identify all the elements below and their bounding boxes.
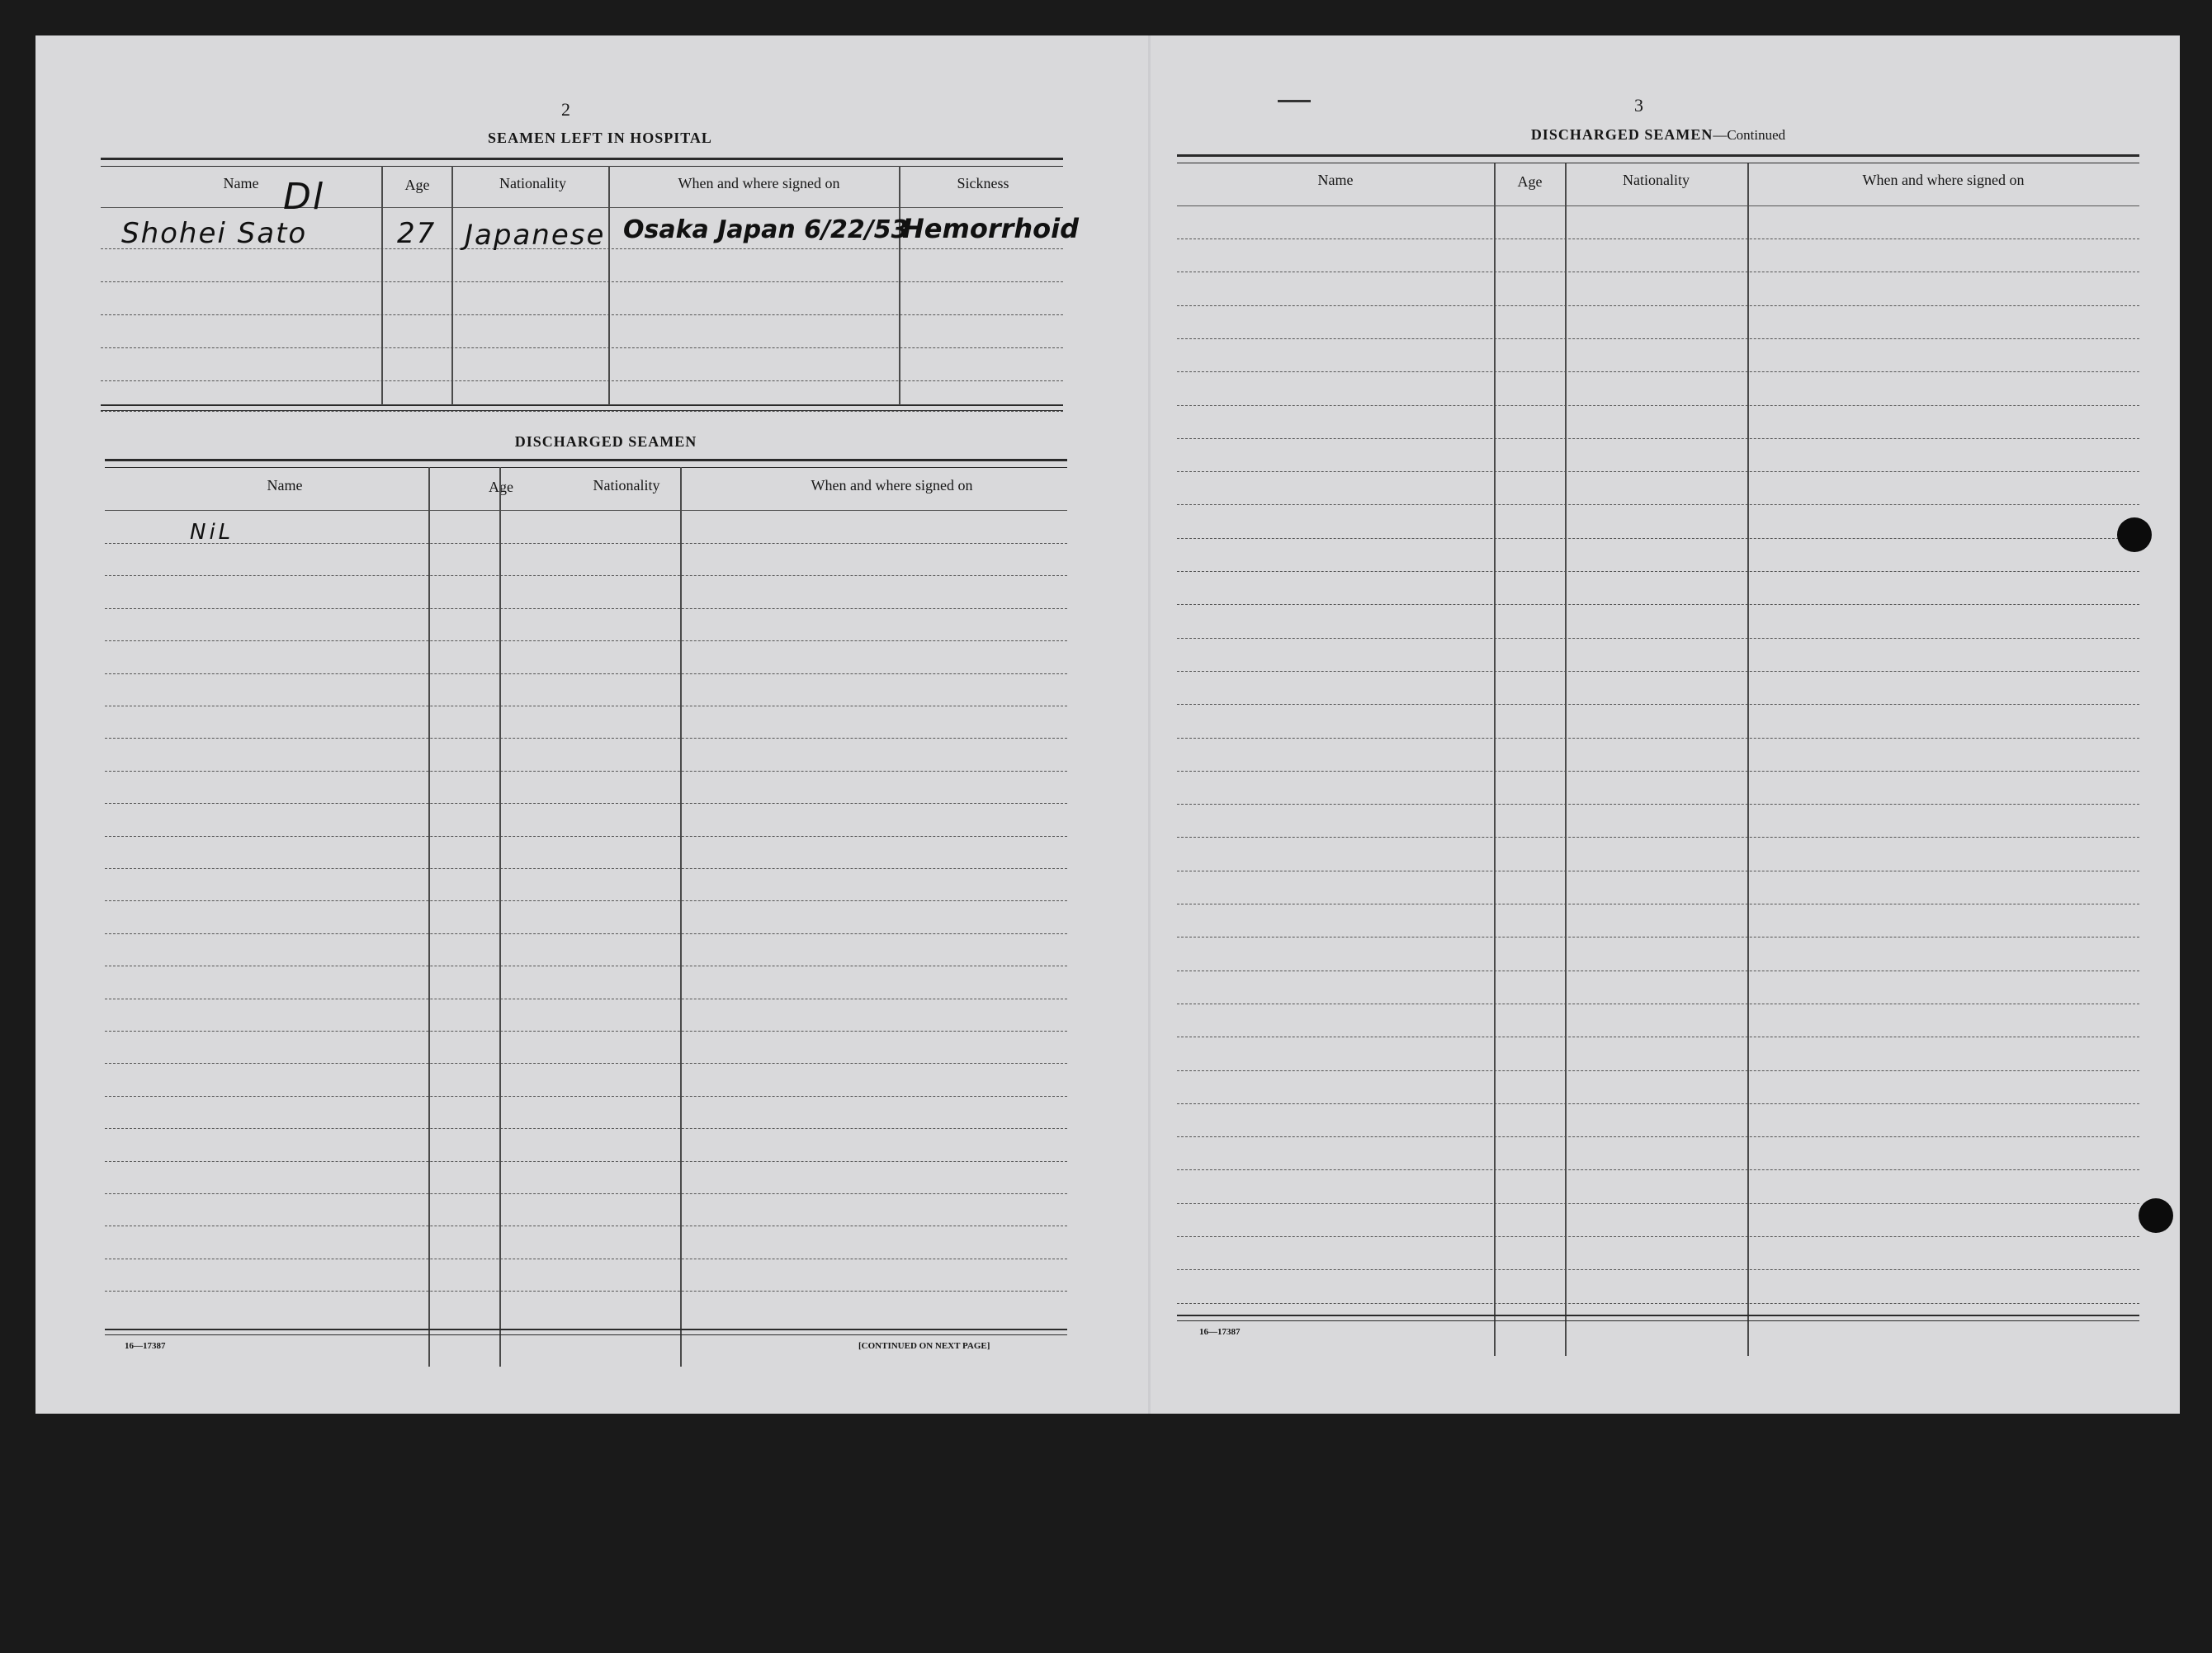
hospital-header-sickness: Sickness <box>957 175 1009 191</box>
right-form-number: 16—17387 <box>1199 1327 1241 1337</box>
discharged-header-signed-on: When and where signed on <box>811 477 973 494</box>
punch-hole <box>2139 1198 2173 1233</box>
ruled-line <box>105 933 1067 934</box>
discharged-section-title: DISCHARGED SEAMEN <box>514 433 697 450</box>
hospital-entry-age: 27 <box>397 217 437 250</box>
ruled-line <box>105 1128 1067 1129</box>
ruled-line <box>1177 804 2139 805</box>
ruled-line <box>1177 738 2139 739</box>
ruled-line <box>105 803 1067 804</box>
left-bottom-rule <box>105 1329 1067 1335</box>
ruled-line <box>105 608 1067 609</box>
discharged-col-divider <box>428 467 430 1367</box>
ruled-line <box>1177 1070 2139 1071</box>
discharged-header-rule <box>105 510 1067 511</box>
hospital-header-age: Age <box>404 177 430 193</box>
discharged-header-name: Name <box>267 477 303 494</box>
ruled-line <box>105 673 1067 674</box>
ruled-line <box>1177 1136 2139 1137</box>
right-col-divider <box>1494 163 1496 1356</box>
ruled-line <box>105 1193 1067 1194</box>
hospital-header-nationality: Nationality <box>499 175 566 191</box>
stray-mark <box>1278 100 1311 102</box>
hospital-header-signed-on: When and where signed on <box>678 175 840 191</box>
ruled-line <box>105 575 1067 576</box>
ruled-line <box>1177 1269 2139 1270</box>
ruled-line <box>1177 704 2139 705</box>
hospital-header-rule <box>101 207 1063 208</box>
document-sheet <box>35 35 2180 1414</box>
discharged-header-nationality: Nationality <box>593 477 660 494</box>
ruled-line <box>105 1291 1067 1292</box>
hospital-header-name: Name <box>223 175 259 191</box>
right-header-name: Name <box>1317 172 1354 188</box>
ruled-line <box>1177 771 2139 772</box>
ruled-line <box>105 1063 1067 1064</box>
ruled-line <box>105 868 1067 869</box>
right-header-nationality: Nationality <box>1623 172 1690 188</box>
ruled-line <box>1177 1236 2139 1237</box>
right-header-signed-on: When and where signed on <box>1862 172 2025 188</box>
hospital-row-line <box>101 380 1063 381</box>
punch-hole <box>2117 517 2152 552</box>
ruled-line <box>1177 638 2139 639</box>
hospital-row-line <box>101 347 1063 348</box>
ruled-line <box>105 1031 1067 1032</box>
ruled-line <box>105 900 1067 901</box>
ruled-line <box>1177 671 2139 672</box>
right-col-divider <box>1747 163 1749 1356</box>
ruled-line <box>1177 1103 2139 1104</box>
right-col-divider <box>1565 163 1567 1356</box>
ruled-line <box>1177 837 2139 838</box>
initials-mark: Dl <box>283 176 325 218</box>
right-bottom-rule <box>1177 1315 2139 1321</box>
ruled-line <box>1177 438 2139 439</box>
discharged-col-divider <box>680 467 682 1367</box>
left-form-number: 16—17387 <box>125 1341 166 1351</box>
ruled-line <box>105 738 1067 739</box>
ruled-line <box>1177 405 2139 406</box>
left-page-number: 2 <box>561 99 570 120</box>
nil-entry: NiL <box>190 520 234 545</box>
right-header-age: Age <box>1517 173 1543 190</box>
ruled-line <box>1177 1303 2139 1304</box>
hospital-col-divider <box>381 166 383 405</box>
discharged-top-rule <box>105 459 1067 468</box>
right-page-number: 3 <box>1634 95 1643 116</box>
ruled-line <box>1177 504 2139 505</box>
hospital-top-rule <box>101 158 1063 167</box>
right-section-title: DISCHARGED SEAMEN—Continued <box>1530 126 1786 143</box>
hospital-row-line <box>101 281 1063 282</box>
ruled-line <box>105 771 1067 772</box>
right-header-rule <box>1177 205 2139 206</box>
ruled-line <box>1177 571 2139 572</box>
right-top-rule <box>1177 154 2139 163</box>
hospital-entry-name: Shohei Sato <box>121 217 308 250</box>
ruled-line <box>1177 371 2139 372</box>
ruled-line <box>1177 538 2139 539</box>
ruled-line <box>105 1161 1067 1162</box>
hospital-row-line <box>101 314 1063 315</box>
page-fold <box>1148 35 1151 1414</box>
discharged-col-divider <box>499 467 501 1367</box>
hospital-col-divider <box>451 166 453 405</box>
ruled-line <box>105 640 1067 641</box>
ruled-line <box>1177 471 2139 472</box>
ruled-line <box>105 1096 1067 1097</box>
hospital-col-divider <box>899 166 900 405</box>
hospital-col-divider <box>608 166 610 405</box>
hospital-section-title: SEAMEN LEFT IN HOSPITAL <box>488 130 712 146</box>
hospital-entry-nationality: Japanese <box>465 219 606 252</box>
hospital-bottom-rule <box>101 404 1063 411</box>
ruled-line <box>1177 305 2139 306</box>
hospital-entry-signed-on: Osaka Japan 6/22/53 <box>623 215 909 244</box>
hospital-row-line <box>101 411 1063 412</box>
discharged-header-age: Age <box>489 479 513 495</box>
ruled-line <box>105 836 1067 837</box>
ruled-line <box>1177 338 2139 339</box>
ruled-line <box>105 543 1067 544</box>
hospital-entry-sickness: Hemorrhoid <box>902 213 1080 244</box>
continued-note: [CONTINUED ON NEXT PAGE] <box>858 1341 990 1351</box>
ruled-line <box>1177 1203 2139 1204</box>
ruled-line <box>1177 1169 2139 1170</box>
ruled-line <box>1177 604 2139 605</box>
